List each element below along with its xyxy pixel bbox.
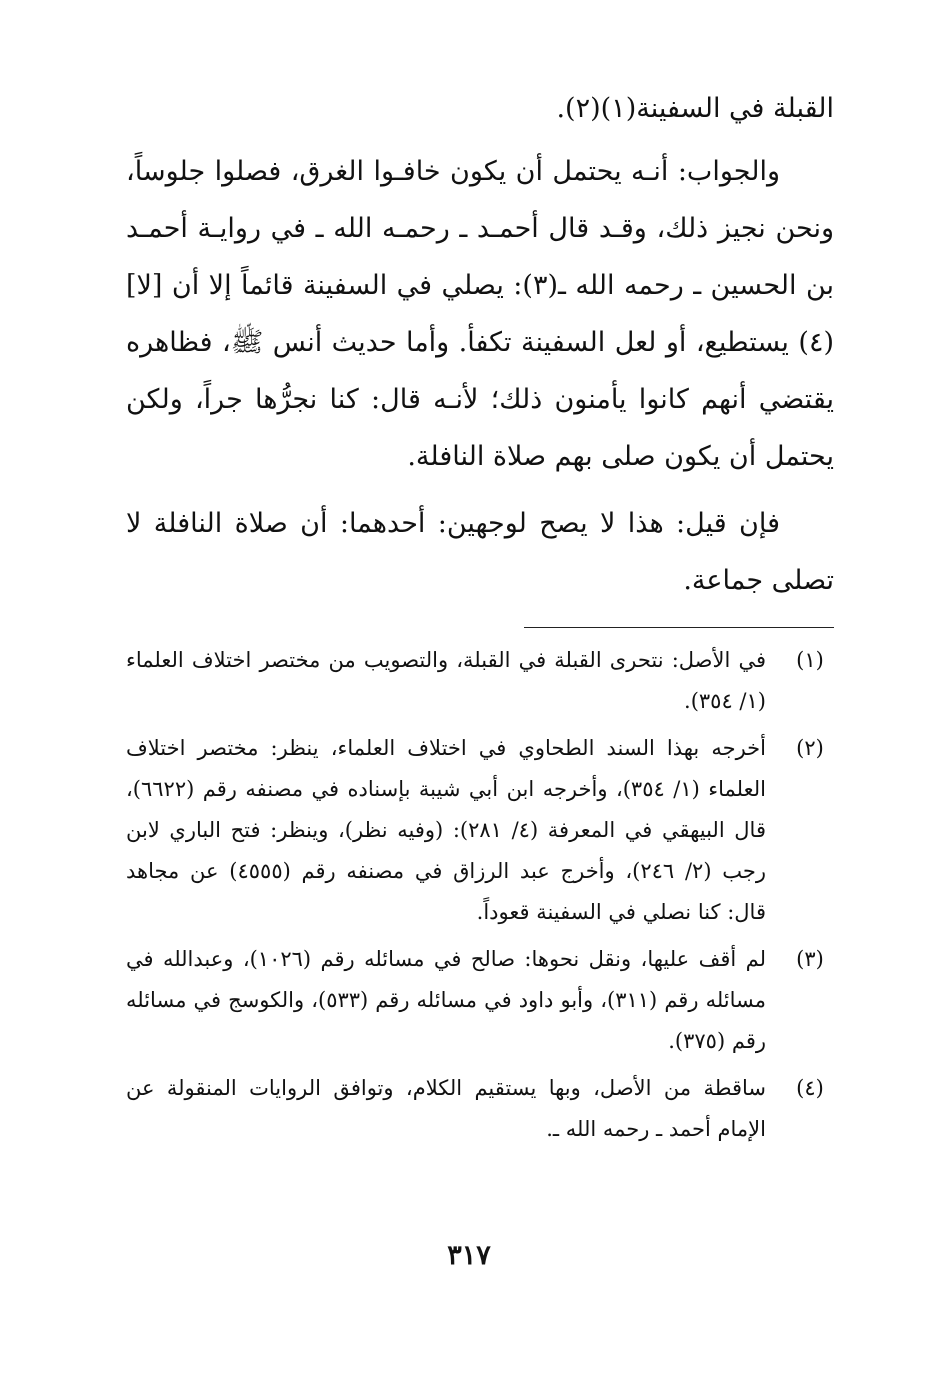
footnote-number: (٤)	[796, 1076, 824, 1100]
footnote-text: ساقطة من الأصل، وبها يستقيم الكلام، وتوافق الروايات المنقولة عن الإمام أحمد ـ رحمه الله ـ.	[126, 1076, 766, 1141]
footnote-1	[126, 640, 834, 722]
footnote-3	[126, 939, 834, 1062]
footnote-text: في الأصل: نتحرى القبلة في القبلة، والتصويب من مختصر اختلاف العلماء (١/ ٣٥٤).	[126, 648, 766, 713]
main-text-block	[126, 80, 834, 609]
footnote-text: لم أقف عليها، ونقل نحوها: صالح في مسائله رقم (١٠٢٦)، وعبدالله في مسائله رقم (٣١١)، وأبو داود في مسائله رقم (٥٣٣)، والكوسج في مسائله رقم (٣٧٥).	[126, 947, 767, 1053]
footnote-text: أخرجه بهذا السند الطحاوي في اختلاف العلماء، ينظر: مختصر اختلاف العلماء (١/ ٣٥٤)، وأخرجه ابن أبي شيبة بإسناده في مصنفه رقم (٦٦٢٢)، قال البيهقي في المعرفة (٤/ ٢٨١): (وفيه نظر)، وينظر: فتح الباري لابن رجب (٢/ ٢٤٦)، وأخرج عبد الرزاق في مصنفه رقم (٤٥٥٥) عن مجاهد قال: كنا نصلي في السفينة قعوداً.	[126, 736, 766, 924]
paragraph-answer: والجواب: أنـه يحتمل أن يكون خافـوا الغرق، فصلوا جلوساً، ونحن نجيز ذلك، وقـد قال أحمـد ـ رحمـه الله ـ في روايـة أحمـد بن الحسين ـ رحمه الله ـ(٣): يصلي في السفينة قائماً إلا أن [لا](٤) يستطيع، أو لعل السفينة تكفأ. وأما حديث أنس ﷺ، فظاهره يقتضي أنهم كانوا يأمنون ذلك؛ لأنـه قال: كنا نجرُّها جراً، ولكن يحتمل أن يكون صلى بهم صلاة النافلة.	[126, 156, 835, 472]
footnotes-list	[126, 640, 834, 1156]
page-number: ٣١٧	[447, 1240, 491, 1271]
paragraph-objection: فإن قيل: هذا لا يصح لوجهين: أحدهما: أن صلاة النافلة لا تصلى جماعة.	[126, 508, 834, 596]
footnote-separator	[524, 627, 834, 628]
footnote-2	[126, 728, 834, 933]
footnote-number: (١)	[796, 648, 824, 672]
footnote-number: (٣)	[796, 947, 824, 971]
heading-line: القبلة في السفينة(١)(٢).	[556, 93, 834, 124]
footnote-4	[126, 1068, 834, 1150]
footnote-number: (٢)	[796, 736, 824, 760]
